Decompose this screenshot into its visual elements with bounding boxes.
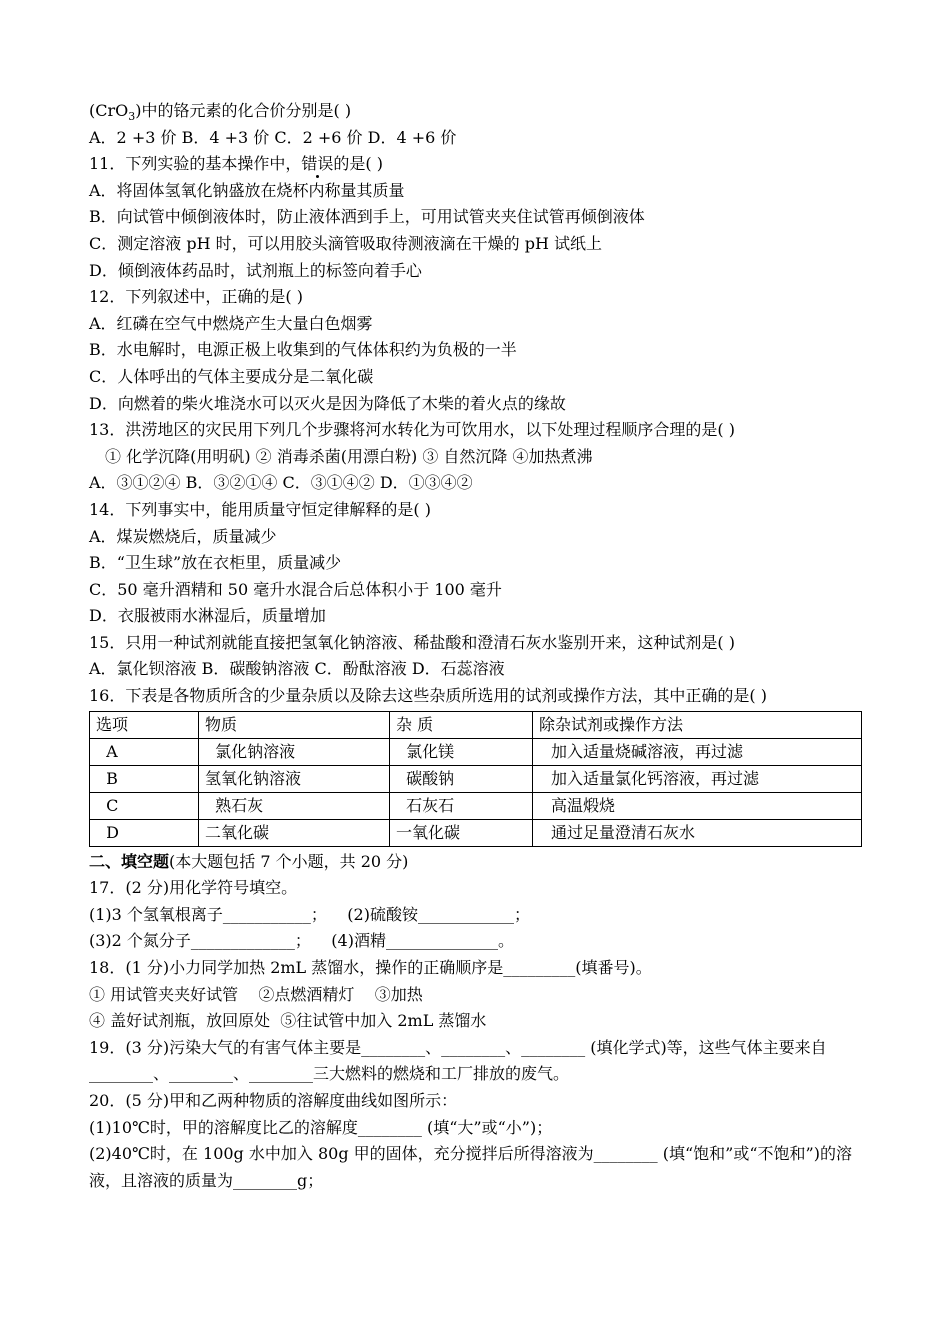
question-17-blanks-1: (1)3 个氢氧根离子___________； (2)硫酸铵____________； [89,904,530,924]
table-header-row [90,711,862,738]
table-header-cell: 物质 [199,711,390,738]
question-10-options: A．2 +3 价 B．4 +3 价 C．2 +6 价 D．4 +6 价 [89,127,457,147]
table-cell: 石灰石 [390,792,533,819]
question-11-option-d: D．倾倒液体药品时，试剂瓶上的标签向着手心 [89,260,422,280]
table-cell: 碳酸钠 [390,765,533,792]
table-row [90,819,862,846]
formula-cro3: (CrO$_3$) [89,101,142,124]
question-14-option-d: D．衣服被雨水淋湿后，质量增加 [89,606,326,626]
question-18-steps-1: ① 用试管夹夹好试管 ②点燃酒精灯 ③加热 [89,984,423,1004]
table-row [90,765,862,792]
question-16-stem: 16．下表是各物质所含的少量杂质以及除去这些杂质所选用的试剂或操作方法，其中正确的是( ) [89,686,767,706]
question-20-part-2: (2)40℃时，在 100g 水中加入 80g 甲的固体，充分搅拌后所得溶液为________ (填“饱和”或“不饱和”)的溶液，且溶液的质量为________g； [89,1144,852,1190]
table-cell: 加入适量烧碱溶液，再过滤 [533,738,862,765]
table-header-cell: 选项 [90,711,199,738]
question-13-steps: ① 化学沉降(用明矾) ② 消毒杀菌(用漂白粉) ③ 自然沉降 ④加热煮沸 [105,446,593,466]
table-cell: 氯化镁 [390,738,533,765]
table-row [90,738,862,765]
question-12-stem: 12．下列叙述中，正确的是( ) [89,287,303,307]
question-11-stem: 11．下列实验的基本操作中，错误的是( ) [89,154,383,174]
table-cell: C [90,792,199,819]
question-20-part-1: (1)10℃时，甲的溶解度比乙的溶解度________ (填“大”或“小”)； [89,1117,553,1137]
question-14-stem: 14．下列事实中，能用质量守恒定律解释的是( ) [89,499,431,519]
question-17-blanks-2: (3)2 个氮分子_____________； (4)酒精______________。 [89,931,514,951]
question-15-stem: 15．只用一种试剂就能直接把氢氧化钠溶液、稀盐酸和澄清石灰水鉴别开来，这种试剂是( ) [89,632,735,652]
table-cell: 高温煅烧 [533,792,862,819]
table-row [90,792,862,819]
question-20-stem: 20．(5 分)甲和乙两种物质的溶解度曲线如图所示： [89,1091,458,1110]
table-header-cell: 除杂试剂或操作方法 [533,711,862,738]
section-2-heading [89,849,864,876]
table-cell: 加入适量氯化钙溶液，再过滤 [533,765,862,792]
question-18-stem: 18．(1 分)小力同学加热 2mL 蒸馏水，操作的正确顺序是_________(填番号)。 [89,958,652,978]
table-cell: D [90,819,199,846]
question-15-options: A．氯化钡溶液 B．碳酸钠溶液 C．酚酞溶液 D．石蕊溶液 [89,659,505,679]
table-cell: 氯化钠溶液 [199,738,390,765]
question-12-option-c: C．人体呼出的气体主要成分是二氧化碳 [89,366,374,386]
table-cell: 通过足量澄清石灰水 [533,819,862,846]
question-13-options: A．③①②④ B．③②①④ C．③①④② D．①③④② [89,473,473,493]
question-10-continuation: (CrO$_3$)中的铬元素的化合价分别是( ) [89,101,352,124]
question-13-stem: 13．洪涝地区的灾民用下列几个步骤将河水转化为可饮用水，以下处理过程顺序合理的是( ) [89,420,735,440]
exam-page [89,98,864,1194]
question-18-steps-2: ④ 盖好试剂瓶，放回原处 ⑤往试管中加入 2mL 蒸馏水 [89,1011,487,1031]
table-header-cell: 杂 质 [390,711,533,738]
table-cell: 氢氧化钠溶液 [199,765,390,792]
impurity-table [89,711,862,847]
question-19: 19．(3 分)污染大气的有害气体主要是________、________、________ (填化学式)等，这些气体主要来自________、________、________三大燃料的燃烧和工厂排放的废气。 [89,1037,827,1084]
section-note: (本大题包括 7 个小题，共 20 分) [169,851,409,871]
question-17-stem: 17．(2 分)用化学符号填空。 [89,878,298,898]
table-cell: 一氧化碳 [390,819,533,846]
question-12-option-b: B．水电解时，电源正极上收集到的气体体积约为负极的一半 [89,340,517,360]
table-cell: A [90,738,199,765]
question-11-option-c: C．测定溶液 pH 时，可以用胶头滴管吸取待测液滴在干燥的 pH 试纸上 [89,233,602,253]
question-14-option-b: B．“卫生球”放在衣柜里，质量减少 [89,553,342,573]
question-14-option-a: A．煤炭燃烧后，质量减少 [89,526,277,546]
question-11-option-b: B．向试管中倾倒液体时，防止液体洒到手上，可用试管夹夹住试管再倾倒液体 [89,207,645,227]
emphasized-word-part1: 错误 [301,154,334,174]
table-cell: 二氧化碳 [199,819,390,846]
table-cell: 熟石灰 [199,792,390,819]
question-12-option-d: D．向燃着的柴火堆浇水可以灭火是因为降低了木柴的着火点的缘故 [89,393,566,413]
question-11-option-a: A．将固体氢氧化钠盛放在烧杯内称量其质量 [89,180,405,200]
question-14-option-c: C．50 毫升酒精和 50 毫升水混合后总体积小于 100 毫升 [89,579,502,599]
question-12-option-a: A．红磷在空气中燃烧产生大量白色烟雾 [89,313,373,333]
table-cell: B [90,765,199,792]
section-title: 二、填空题 [89,851,170,871]
